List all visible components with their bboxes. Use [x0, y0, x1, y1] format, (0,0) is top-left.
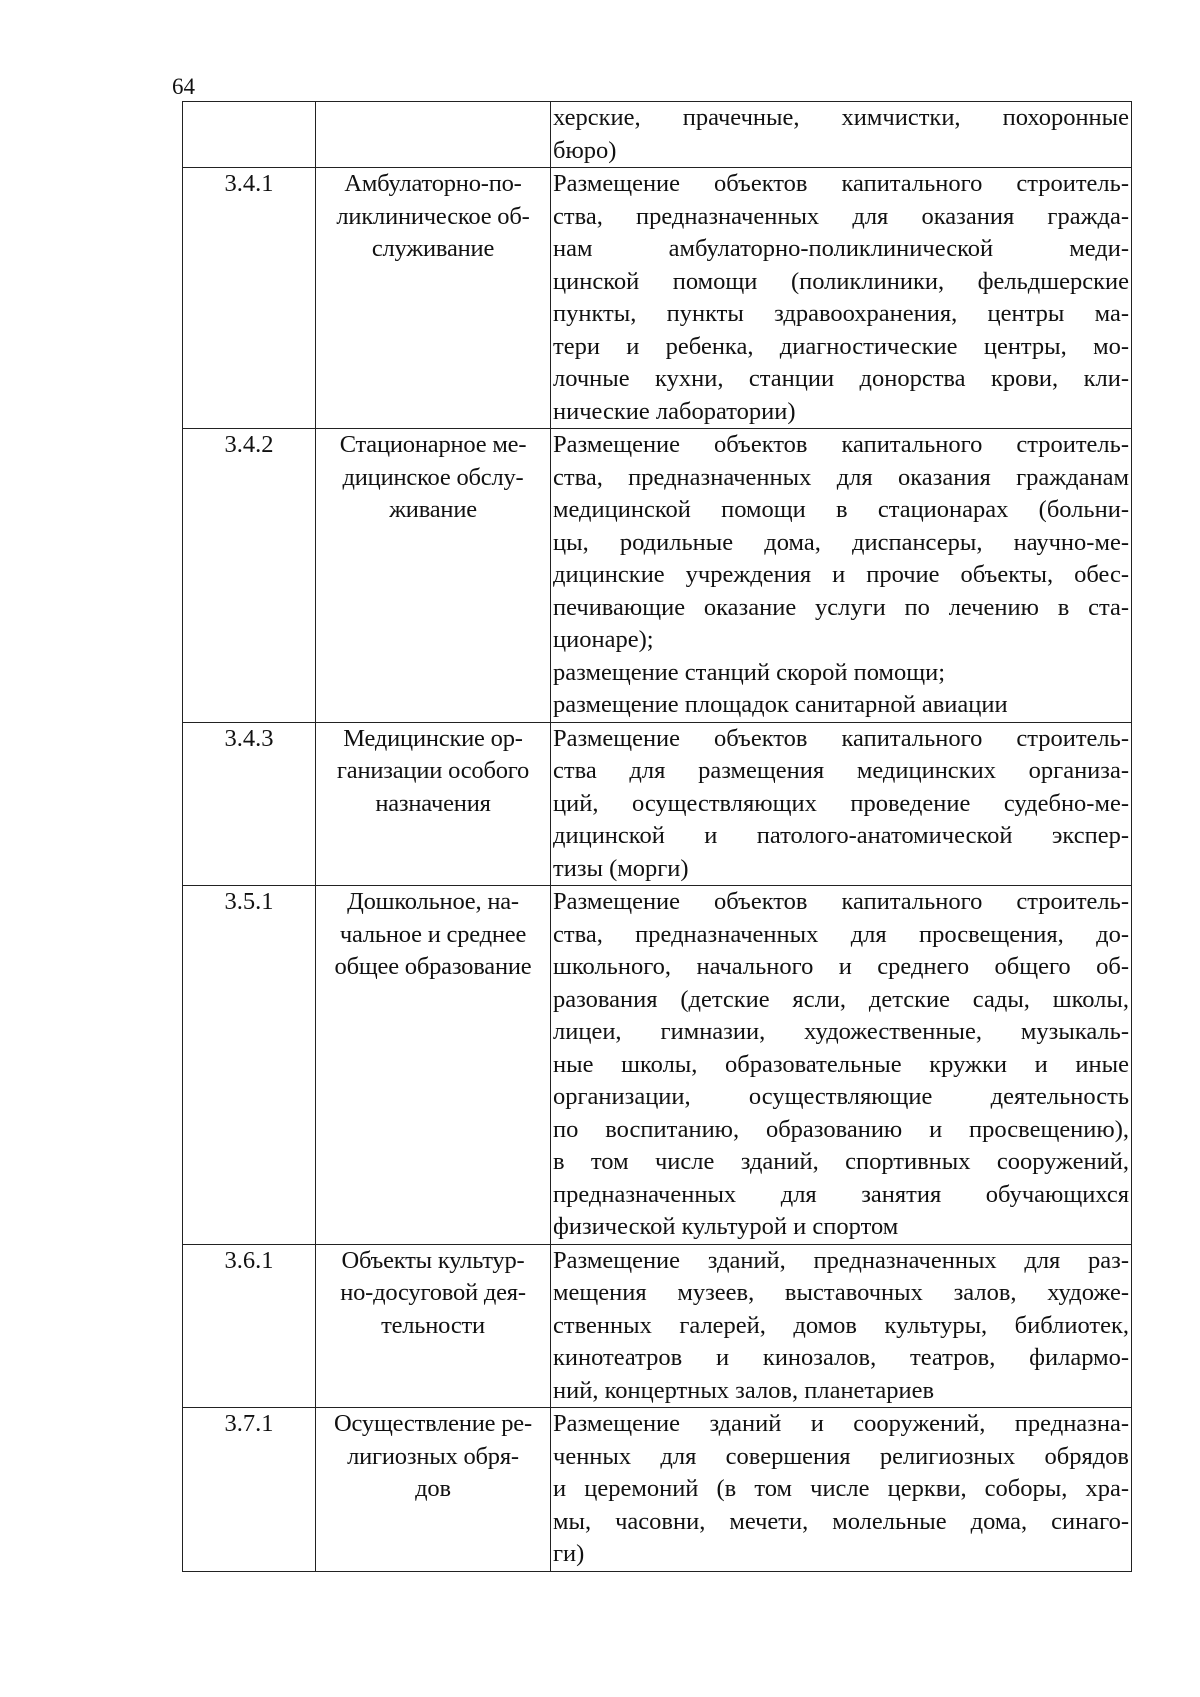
land-use-table: [182, 101, 1132, 1572]
table-row: [183, 722, 1132, 886]
row-description-line: дицинские учреждения и прочие объекты, обес-: [553, 561, 1129, 588]
row-description-line: физической культурой и спортом: [553, 1213, 899, 1240]
table-row: [183, 102, 1132, 168]
table-row: [183, 168, 1132, 429]
row-description: [551, 102, 1132, 168]
row-description: [551, 1408, 1132, 1572]
row-description-line: ства для размещения медицинских организа-: [553, 757, 1129, 784]
row-code: 3.5.1: [183, 886, 316, 1245]
row-name-line: лигиозных обря-: [347, 1442, 519, 1470]
row-description-line: лицеи, гимназии, художественные, музыкаль-: [553, 1018, 1129, 1045]
row-name-line: Медицинские ор-: [343, 724, 523, 752]
row-name-line: но-досуговой дея-: [340, 1279, 526, 1306]
row-description-line: дицинской и патолого-анатомической экспер-: [553, 822, 1129, 849]
row-description: [551, 1244, 1132, 1408]
row-description-line: по воспитанию, образованию и просвещению),: [553, 1115, 1129, 1143]
row-code: 3.7.1: [183, 1408, 316, 1572]
row-name-line: Осуществление ре-: [334, 1410, 532, 1437]
row-name-line: служивание: [371, 235, 495, 262]
row-description-line: пункты, пункты здравоохранения, центры ма-: [553, 300, 1129, 327]
row-description-line: мещения музеев, выставочных залов, художе-: [553, 1279, 1129, 1306]
row-description-line: размещение станций скорой помощи;: [553, 658, 946, 686]
row-name: [316, 1244, 551, 1408]
row-name: [316, 102, 551, 168]
row-description-line: Размещение объектов капитального строитель-: [553, 888, 1129, 915]
row-description-line: нические лаборатории): [553, 397, 796, 425]
row-description-line: ги): [553, 1540, 585, 1567]
row-description-line: размещение площадок санитарной авиации: [553, 691, 1008, 718]
row-description-line: Размещение зданий и сооружений, предназна-: [553, 1410, 1129, 1437]
row-description-line: ные школы, образовательные кружки и иные: [553, 1050, 1129, 1078]
row-description-line: и церемоний (в том числе церкви, соборы, хра-: [553, 1475, 1129, 1502]
row-description-line: Размещение объектов капитального строитель-: [553, 431, 1129, 458]
row-description-line: ционаре);: [553, 626, 654, 653]
row-name-line: тельности: [381, 1311, 485, 1339]
row-name: [316, 429, 551, 723]
row-description-line: цы, родильные дома, диспансеры, научно-ме-: [553, 528, 1129, 556]
row-description-line: Размещение зданий, предназначенных для раз-: [553, 1246, 1129, 1274]
row-name-line: дицинское обслу-: [342, 463, 524, 491]
row-description-line: цинской помощи (поликлиники, фельдшерские: [553, 267, 1129, 295]
table-row: [183, 1408, 1132, 1572]
row-code: 3.6.1: [183, 1244, 316, 1408]
row-name-line: Стационарное ме-: [339, 431, 527, 458]
row-name-line: Объекты культур-: [341, 1246, 525, 1274]
row-description-line: печивающие оказание услуги по лечению в ста-: [553, 593, 1129, 621]
row-description-line: лочные кухни, станции донорства крови, кли-: [553, 365, 1129, 392]
table-body: [183, 102, 1132, 1572]
row-name-line: Дошкольное, на-: [347, 888, 519, 915]
row-code: 3.4.2: [183, 429, 316, 723]
row-description: [551, 722, 1132, 886]
table-row: [183, 429, 1132, 723]
row-name-line: живание: [389, 496, 477, 523]
row-description-line: херские, прачечные, химчистки, похоронные: [553, 104, 1129, 131]
row-description-line: школьного, начального и среднего общего об-: [553, 953, 1129, 980]
row-description-line: ства, предназначенных для просвещения, до-: [553, 920, 1129, 948]
row-description-line: ций, осуществляющих проведение судебно-ме-: [553, 789, 1129, 817]
row-description-line: разования (детские ясли, детские сады, школы,: [553, 985, 1129, 1013]
row-description-line: организации, осуществляющие деятельность: [553, 1083, 1129, 1110]
table-row: [183, 1244, 1132, 1408]
row-code: 3.4.1: [183, 168, 316, 429]
row-description-line: ченных для совершения религиозных обрядов: [553, 1442, 1129, 1470]
row-description-line: ственных галерей, домов культуры, библиотек,: [553, 1311, 1129, 1339]
row-description-line: кинотеатров и кинозалов, театров, филармо-: [553, 1344, 1129, 1371]
row-description-line: Размещение объектов капитального строитель-: [553, 170, 1129, 197]
row-name: [316, 722, 551, 886]
row-description: [551, 168, 1132, 429]
row-name-line: дов: [415, 1475, 451, 1502]
row-description-line: медицинской помощи в стационарах (больни-: [553, 496, 1129, 523]
row-name: [316, 1408, 551, 1572]
row-description-line: мы, часовни, мечети, молельные дома, синаго-: [553, 1507, 1129, 1535]
row-description-line: в том числе зданий, спортивных сооружений,: [553, 1148, 1129, 1175]
row-name: [316, 168, 551, 429]
row-name-line: общее образование: [334, 953, 532, 980]
row-description-line: тери и ребенка, диагностические центры, мо-: [553, 332, 1129, 360]
row-code: [183, 102, 316, 168]
row-description-line: бюро): [553, 136, 617, 164]
row-name-line: ганизации особого: [336, 757, 530, 784]
row-description-line: нам амбулаторно-поликлинической меди-: [553, 235, 1129, 262]
row-name-line: чальное и среднее: [339, 920, 527, 948]
row-description: [551, 429, 1132, 723]
row-description: [551, 886, 1132, 1245]
row-code: 3.4.3: [183, 722, 316, 886]
row-name-line: назначения: [375, 789, 491, 817]
row-description-line: Размещение объектов капитального строитель-: [553, 724, 1129, 752]
row-description-line: тизы (морги): [553, 854, 689, 882]
table-row: [183, 886, 1132, 1245]
row-description-line: ства, предназначенных для оказания гражда-: [553, 202, 1129, 230]
row-name-line: Амбулаторно-по-: [344, 170, 522, 197]
page-number: 64: [172, 74, 195, 99]
row-description-line: ний, концертных залов, планетариев: [553, 1376, 935, 1404]
row-description-line: ства, предназначенных для оказания гражданам: [553, 463, 1129, 491]
row-name-line: ликлиническое об-: [336, 202, 530, 230]
row-description-line: предназначенных для занятия обучающихся: [553, 1180, 1129, 1208]
row-name: [316, 886, 551, 1245]
